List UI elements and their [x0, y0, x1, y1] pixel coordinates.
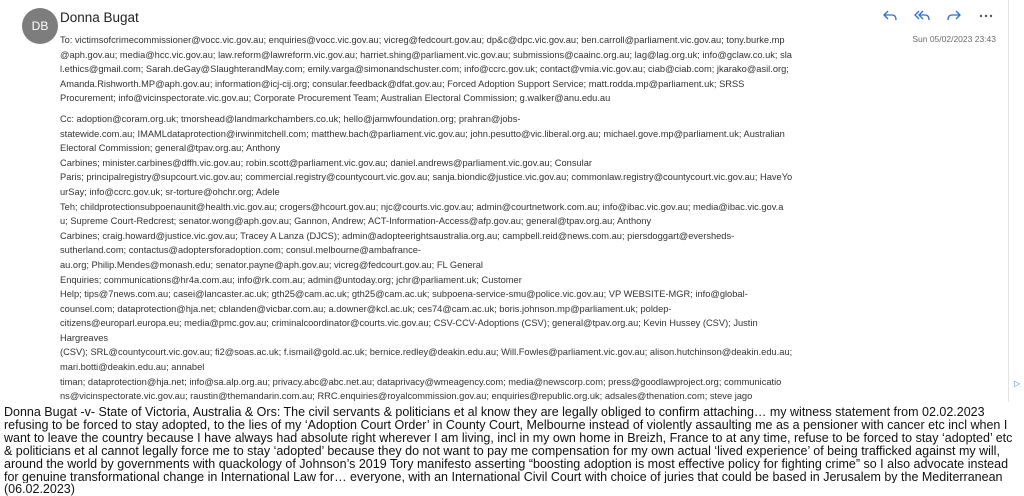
cc-line: counsel.com; dataprotection@hja.net; cblanden@vicbar.com.au; a.downer@kcl.ac.uk; ces74@cam.ac.uk; boris.johnson.mp@parliament.uk; poldep-	[60, 303, 672, 314]
caption-line: & politicians et al cannot legally force me to stay ‘adopted’ because they do not want to pay me compensation for my own actual ‘lived experience’ of being trafficked against my will,	[4, 444, 1000, 458]
cc-line: u; Supreme Court-Redcrest; senator.wong@aph.gov.au; Gannon, Andrew; ACT-Information-Access@afp.gov.au; general@tpav.org.au; Anthony	[60, 216, 652, 227]
to-recipients[interactable]	[60, 33, 893, 106]
cc-line: Teh; childprotectionsubpoenaunit@health.vic.gov.au; crogers@hcourt.gov.au; njc@courts.vic.gov.au; admin@courtnetwork.com.au; info@ibac.vic.gov.au; media@ibac.vic.gov.a	[60, 201, 784, 212]
cc-line: Carbines; minister.carbines@dffh.vic.gov.au; robin.scott@parliament.vic.gov.au; daniel.andrews@parliament.vic.gov.au; Consular	[60, 157, 592, 168]
to-line: l.ethics@gmail.com; Sarah.deGay@SlaughterandMay.com; emily.varga@simonandschuster.com; info@ccrc.gov.uk; contact@vmia.vic.gov.au; ciab@ciab.com; jkarako@asil.org;	[60, 64, 789, 75]
cc-line: mari.botti@deakin.edu.au; annabel	[60, 362, 205, 373]
cc-line: au.org; Philip.Mendes@monash.edu; senator.payne@aph.gov.au; vicreg@fedcourt.gov.au; FL General	[60, 259, 483, 270]
caption-line: want to leave the country because I have always had absolute right wherever I am living, incl in my own home in Breizh, France to at any time, refuse to be forced to stay ‘adopted’ etc	[4, 431, 1013, 445]
scroll-marker-icon[interactable]: ▷	[1014, 379, 1021, 388]
cc-line: Enquiries; communications@hr4a.com.au; info@rk.com.au; admin@untoday.org; jchr@parliament.uk; Customer	[60, 274, 522, 285]
cc-line: Electoral Commission; general@tpav.org.au; Anthony	[60, 143, 281, 154]
message-date: Sun 05/02/2023 23:43	[912, 34, 996, 44]
cc-line: Paris; principalregistry@supcourt.vic.gov.au; commercial.registry@countycourt.vic.gov.au; sanja.biondic@justice.vic.gov.au; commonlaw.registry@countycourt.vic.gov.au; HaveYo	[60, 172, 793, 183]
more-icon[interactable]	[976, 6, 996, 26]
caption-line: refusing to be forced to stay adopted, to the lies of my ‘Adoption Court Order’ in County Court, Melbourne instead of violently assaulting me as a pensioner with cancer etc incl when I	[4, 418, 1008, 432]
caption-line: for genuine transformational change in International Law for… everyone, with an International Civil Court with choice of juries that could be based in Jerusalem by the Mediterranean	[4, 470, 1003, 484]
cc-line: Help; tips@7news.com.au; casei@lancaster.ac.uk; gth25@cam.ac.uk; gth25@cam.ac.uk; subpoena-service-smu@police.vic.gov.au; VP WEBSITE-MGR; info@global-	[60, 289, 748, 300]
cc-line: timan; dataprotection@hja.net; info@sa.alp.org.au; privacy.abc@abc.net.au; dataprivacy@wmeagency.com; media@newscorp.com; press@goodlawproject.org; communicatio	[60, 376, 782, 387]
to-line: @aph.gov.au; media@hcc.vic.gov.au; law.reform@lawreform.vic.gov.au; harriet.shing@parliament.vic.gov.au; submissions@caainc.org.au; lag@lag.org.uk; info@gclaw.co.uk; sla	[60, 49, 792, 60]
to-line: Procurement; info@vicinspectorate.vic.gov.au; Corporate Procurement Team; Australian Electoral Commission; g.walker@anu.edu.au	[60, 93, 611, 104]
cc-line: Carbines; craig.howard@justice.vic.gov.au; Tracey A Lanza (DJCS); admin@adopteerightsaustralia.org.au; campbell.reid@news.com.au; piersdoggart@eversheds-	[60, 230, 735, 241]
caption-line: Donna Bugat -v- State of Victoria, Australia & Ors: The civil servants & politicians et al know they are legally obliged to confirm attaching… my witness statement from 02.02.2023	[4, 406, 985, 419]
caption-line: around the world by governments with quackology of Johnson’s 2019 Tory manifesto asserting “boosting adoption is most effective policy for fighting crime” so I also advocate instead	[4, 457, 1009, 471]
sender-avatar[interactable]: DB	[22, 8, 58, 44]
cc-line: Hargreaves	[60, 332, 109, 343]
email-card	[10, 0, 1009, 402]
cc-line: statewide.com.au; IMAMLdataprotection@irwinmitchell.com; matthew.bach@parliament.vic.gov.au; john.pesutto@vic.liberal.org.au; michael.gove.mp@parliament.uk; Australian	[60, 128, 785, 139]
to-line: Amanda.Rishworth.MP@aph.gov.au; information@icj-cij.org; consular.feedback@dfat.gov.au; Forced Adoption Support Service; matt.rodda.mp@parliament.uk; SRSS	[60, 78, 745, 89]
recipients	[60, 33, 893, 404]
sender-name[interactable]: Donna Bugat	[60, 10, 139, 25]
cc-line: Cc: adoption@coram.org.uk; tmorshead@landmarkchambers.co.uk; hello@jamwfoundation.org; prahran@jobs-	[60, 113, 521, 124]
reply-all-icon[interactable]	[912, 6, 932, 26]
to-line: To: victimsofcrimecommissioner@vocc.vic.gov.au; enquiries@vocc.vic.gov.au; vicreg@fedcourt.gov.au; dp&c@dpc.vic.gov.au; ben.carroll@parliament.vic.gov.au; tony.burke.mp	[60, 35, 785, 45]
message-actions	[880, 6, 996, 26]
cc-line: urSay; info@ccrc.gov.uk; sr-torture@ohchr.org; Adele	[60, 186, 280, 197]
cc-line: citizens@europarl.europa.eu; media@pmc.gov.au; criminalcoordinator@courts.vic.gov.au; CSV-CCV-Adoptions (CSV); general@tpav.org.au; Kevin Hussey (CSV); Justin	[60, 318, 758, 329]
cc-line: (CSV); SRL@countycourt.vic.gov.au; fi2@soas.ac.uk; f.ismail@gold.ac.uk; bernice.redley@deakin.edu.au; Will.Fowles@parliament.vic.gov.au; alison.hutchinson@deakin.edu.au;	[60, 347, 793, 358]
cc-recipients[interactable]	[60, 112, 893, 404]
cc-line: sutherland.com; contactus@adoptersforadoption.com; consul.melbourne@ambafrance-	[60, 245, 421, 256]
post-caption	[4, 406, 1020, 496]
reply-icon[interactable]	[880, 6, 900, 26]
caption-line: (06.02.2023)	[4, 483, 75, 496]
cc-line: ns@vicinspectorate.vic.gov.au; raustin@themandarin.com.au; RRC.enquiries@royalcommission.gov.au; enquiries@republic.org.uk; adsales@thenation.com; steve jago	[60, 391, 753, 402]
forward-icon[interactable]	[944, 6, 964, 26]
